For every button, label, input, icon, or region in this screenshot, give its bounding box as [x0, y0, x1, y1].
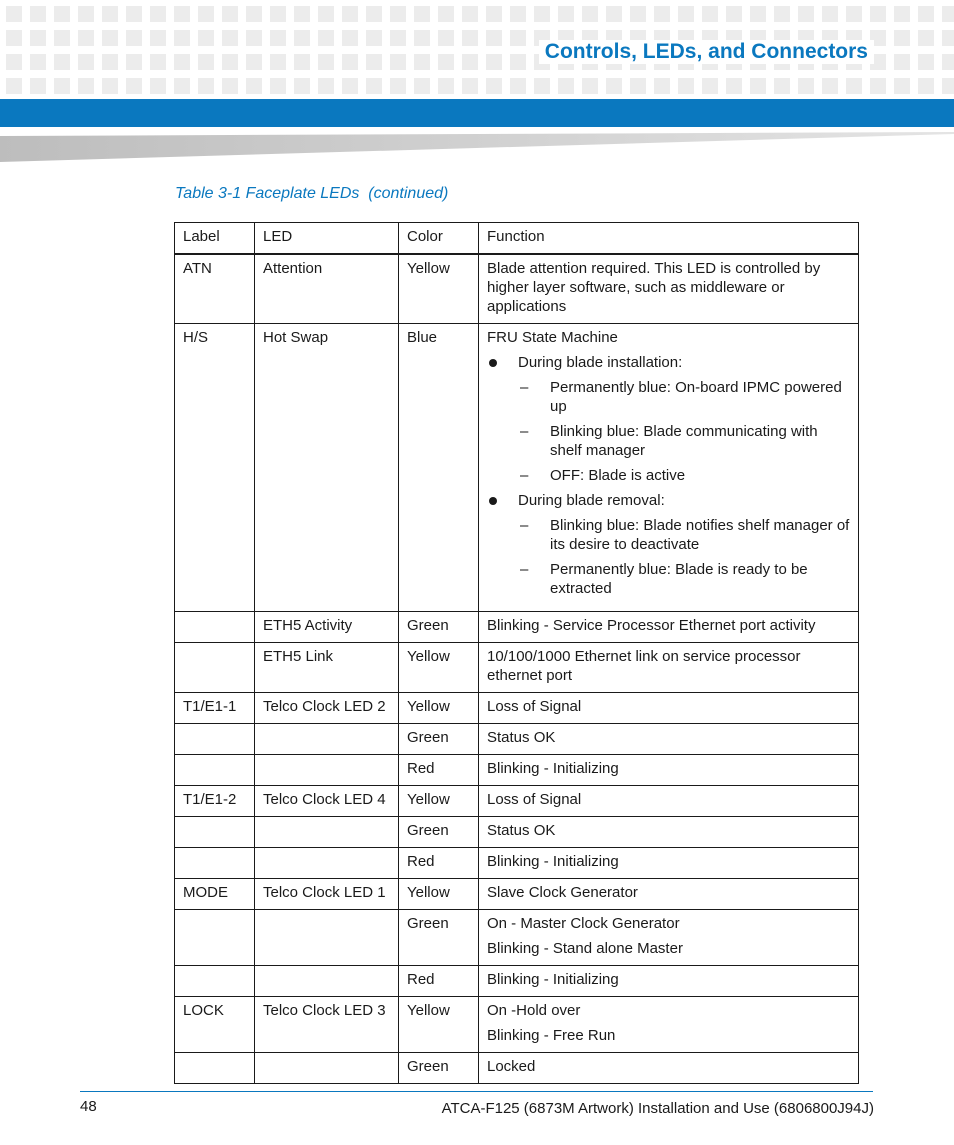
header-pattern-square: [654, 6, 670, 22]
cell-label: T1/E1-2: [175, 786, 255, 817]
header-pattern-square: [30, 6, 46, 22]
header-pattern-square: [294, 54, 310, 70]
bullet-icon: [489, 359, 497, 367]
header-pattern-square: [78, 54, 94, 70]
header-pattern-square: [894, 54, 910, 70]
header-pattern-square: [318, 6, 334, 22]
footer-divider: [80, 1091, 873, 1092]
function-line: Locked: [487, 1058, 536, 1075]
cell-function: [479, 643, 859, 693]
cell-color: Yellow: [399, 997, 479, 1053]
function-bullet: [487, 491, 850, 510]
bullet-text: During blade installation:: [518, 354, 683, 371]
cell-function: [479, 817, 859, 848]
table-row: [175, 848, 859, 879]
header-pattern-square: [54, 6, 70, 22]
header-pattern-square: [702, 6, 718, 22]
header-pattern-square: [726, 6, 742, 22]
cell-color: Red: [399, 755, 479, 786]
header-pattern-square: [630, 6, 646, 22]
header-pattern-square: [870, 6, 886, 22]
header-pattern-square: [318, 78, 334, 94]
header-pattern-square: [342, 78, 358, 94]
function-sub-item: [487, 466, 850, 485]
cell-led: Telco Clock LED 2: [255, 693, 399, 724]
cell-led: [255, 755, 399, 786]
header-pattern-square: [510, 30, 526, 46]
cell-function: [479, 612, 859, 643]
cell-color: Yellow: [399, 693, 479, 724]
cell-label: T1/E1-1: [175, 693, 255, 724]
header-function: Function: [479, 223, 859, 255]
header-pattern-square: [246, 6, 262, 22]
cell-color: Green: [399, 724, 479, 755]
header-pattern-square: [774, 6, 790, 22]
header-pattern-square: [174, 78, 190, 94]
table-row: [175, 254, 859, 324]
function-line: Blinking - Initializing: [487, 971, 619, 988]
function-line: 10/100/1000 Ethernet link on service processor ethernet port: [487, 648, 801, 684]
table-row: [175, 879, 859, 910]
dash-icon: –: [520, 517, 529, 534]
header-pattern-square: [198, 78, 214, 94]
header-pattern-square: [894, 6, 910, 22]
cell-function: [479, 693, 859, 724]
header-pattern-square: [78, 78, 94, 94]
caption-label: Table 3-1 Faceplate LEDs: [175, 185, 360, 202]
header-pattern-square: [318, 30, 334, 46]
table-row: [175, 693, 859, 724]
header-pattern-square: [54, 54, 70, 70]
function-line: Blinking - Initializing: [487, 853, 619, 870]
header-color: Color: [399, 223, 479, 255]
header-pattern-square: [798, 6, 814, 22]
table-header-row: [175, 223, 859, 255]
header-pattern-square: [342, 6, 358, 22]
function-line: Status OK: [487, 822, 556, 839]
header-pattern-square: [510, 6, 526, 22]
cell-led: ETH5 Link: [255, 643, 399, 693]
bullet-text: During blade removal:: [518, 492, 665, 509]
page-number: 48: [80, 1098, 97, 1115]
cell-label: [175, 848, 255, 879]
header-pattern-square: [318, 54, 334, 70]
header-pattern-square: [582, 6, 598, 22]
cell-label: [175, 817, 255, 848]
function-line: On - Master Clock Generator: [487, 915, 680, 932]
header-pattern-square: [414, 54, 430, 70]
cell-label: [175, 1053, 255, 1084]
document-title: ATCA-F125 (6873M Artwork) Installation and Use (6806800J94J): [441, 1100, 874, 1117]
function-line: Loss of Signal: [487, 791, 582, 808]
header-pattern-square: [510, 54, 526, 70]
function-line: Slave Clock Generator: [487, 884, 638, 901]
cell-color: Green: [399, 817, 479, 848]
function-sub-item: [487, 422, 850, 460]
cell-function: [479, 254, 859, 324]
cell-led: [255, 966, 399, 997]
function-line: Status OK: [487, 729, 556, 746]
header-pattern-square: [150, 54, 166, 70]
function-line: On -Hold over: [487, 1002, 581, 1019]
dash-icon: –: [520, 423, 529, 440]
header-pattern-square: [222, 6, 238, 22]
cell-label: [175, 966, 255, 997]
header-pattern-square: [174, 6, 190, 22]
header-pattern-square: [678, 78, 694, 94]
header-pattern-square: [78, 30, 94, 46]
dash-icon: –: [520, 467, 529, 484]
header-pattern-square: [918, 6, 934, 22]
header-pattern-square: [366, 30, 382, 46]
header-pattern-square: [462, 78, 478, 94]
cell-label: [175, 612, 255, 643]
cell-function: [479, 724, 859, 755]
header-pattern-square: [822, 6, 838, 22]
header-pattern-square: [750, 6, 766, 22]
table-row: [175, 817, 859, 848]
cell-function: [479, 324, 859, 612]
bullet-icon: [489, 497, 497, 505]
header-label: Label: [175, 223, 255, 255]
table-row: [175, 910, 859, 966]
header-pattern-square: [246, 54, 262, 70]
function-sub-item: [487, 516, 850, 554]
header-pattern-square: [942, 6, 954, 22]
header-pattern-square: [366, 54, 382, 70]
sub-item-text: OFF: Blade is active: [550, 467, 686, 484]
header-pattern-square: [390, 78, 406, 94]
header-pattern-square: [414, 6, 430, 22]
cell-led: Telco Clock LED 3: [255, 997, 399, 1053]
header-pattern-square: [414, 78, 430, 94]
cell-color: Blue: [399, 324, 479, 612]
header-pattern-square: [534, 6, 550, 22]
header-pattern-square: [678, 6, 694, 22]
table-row: [175, 755, 859, 786]
header-pattern-square: [270, 6, 286, 22]
function-bullet: [487, 353, 850, 372]
cell-function: [479, 966, 859, 997]
header-pattern-square: [486, 54, 502, 70]
header-pattern-square: [366, 78, 382, 94]
header-pattern-square: [246, 78, 262, 94]
header-pattern-square: [6, 78, 22, 94]
cell-label: [175, 643, 255, 693]
cell-led: ETH5 Activity: [255, 612, 399, 643]
header-pattern-square: [606, 6, 622, 22]
header-pattern-square: [654, 78, 670, 94]
header-pattern-square: [6, 6, 22, 22]
header-pattern-square: [174, 30, 190, 46]
header-pattern-square: [294, 78, 310, 94]
table-row: [175, 643, 859, 693]
header-pattern-square: [270, 78, 286, 94]
dash-icon: –: [520, 561, 529, 578]
cell-color: Red: [399, 966, 479, 997]
function-sub-item: [487, 560, 850, 598]
header-pattern-square: [918, 30, 934, 46]
table-row: [175, 612, 859, 643]
cell-led: Telco Clock LED 4: [255, 786, 399, 817]
header-pattern-square: [486, 30, 502, 46]
sub-item-text: Blinking blue: Blade notifies shelf manager of its desire to deactivate: [550, 517, 850, 553]
cell-color: Green: [399, 1053, 479, 1084]
cell-function: [479, 879, 859, 910]
header-pattern-square: [462, 30, 478, 46]
table-caption: [175, 185, 448, 203]
cell-led: [255, 817, 399, 848]
header-pattern-square: [198, 30, 214, 46]
header-pattern-square: [30, 30, 46, 46]
table-row: [175, 324, 859, 612]
header-pattern-square: [846, 6, 862, 22]
cell-function: [479, 1053, 859, 1084]
cell-function: [479, 997, 859, 1053]
header-pattern-square: [294, 6, 310, 22]
header-pattern-square: [438, 78, 454, 94]
header-pattern-square: [870, 78, 886, 94]
header-pattern-square: [102, 78, 118, 94]
header-pattern-square: [534, 78, 550, 94]
cell-label: H/S: [175, 324, 255, 612]
header-pattern-square: [630, 78, 646, 94]
function-line: Blinking - Initializing: [487, 760, 619, 777]
header-pattern-square: [486, 78, 502, 94]
dash-icon: –: [520, 379, 529, 396]
header-pattern-square: [6, 54, 22, 70]
header-pattern-square: [414, 30, 430, 46]
cell-color: Yellow: [399, 879, 479, 910]
header-pattern-square: [198, 54, 214, 70]
sub-item-text: Blinking blue: Blade communicating with shelf manager: [550, 423, 818, 459]
cell-led: Attention: [255, 254, 399, 324]
cell-led: Hot Swap: [255, 324, 399, 612]
header-pattern-square: [342, 54, 358, 70]
cell-label: MODE: [175, 879, 255, 910]
sub-item-text: Permanently blue: On-board IPMC powered up: [550, 379, 842, 415]
header-pattern-square: [438, 6, 454, 22]
header-pattern-square: [102, 6, 118, 22]
function-line: Loss of Signal: [487, 698, 582, 715]
header-pattern-square: [894, 30, 910, 46]
cell-label: ATN: [175, 254, 255, 324]
header-pattern-square: [222, 30, 238, 46]
header-pattern-square: [366, 6, 382, 22]
cell-function: [479, 910, 859, 966]
header-pattern-square: [54, 30, 70, 46]
header-pattern-square: [486, 6, 502, 22]
header-pattern-square: [270, 54, 286, 70]
header-pattern-square: [462, 54, 478, 70]
header-blue-bar: [0, 99, 954, 127]
header-pattern-square: [942, 78, 954, 94]
header-pattern-square: [246, 30, 262, 46]
faceplate-leds-table: [174, 222, 859, 1084]
header-pattern-square: [390, 6, 406, 22]
header-pattern-square: [750, 78, 766, 94]
header-pattern-square: [54, 78, 70, 94]
table-row: [175, 786, 859, 817]
header-pattern-square: [606, 78, 622, 94]
cell-label: [175, 755, 255, 786]
cell-color: Yellow: [399, 254, 479, 324]
header-pattern-square: [6, 30, 22, 46]
header-pattern-square: [126, 78, 142, 94]
header-pattern-square: [30, 54, 46, 70]
cell-color: Yellow: [399, 786, 479, 817]
table-row: [175, 1053, 859, 1084]
header-pattern-square: [942, 54, 954, 70]
cell-function: [479, 848, 859, 879]
cell-led: Telco Clock LED 1: [255, 879, 399, 910]
cell-color: Red: [399, 848, 479, 879]
function-line: Blinking - Service Processor Ethernet port activity: [487, 617, 816, 634]
header-pattern-square: [510, 78, 526, 94]
header-pattern-square: [822, 78, 838, 94]
header-pattern-square: [438, 30, 454, 46]
cell-led: [255, 910, 399, 966]
header-pattern-square: [582, 78, 598, 94]
header-pattern-square: [798, 78, 814, 94]
header-pattern-square: [726, 78, 742, 94]
header-pattern-square: [558, 78, 574, 94]
header-pattern-square: [438, 54, 454, 70]
header-pattern-square: [150, 6, 166, 22]
function-sub-item: [487, 378, 850, 416]
header-pattern-square: [894, 78, 910, 94]
table-row: [175, 966, 859, 997]
function-line: Blade attention required. This LED is controlled by higher layer software, such as middleware or applications: [487, 260, 821, 315]
cell-color: Yellow: [399, 643, 479, 693]
function-intro: FRU State Machine: [487, 329, 618, 346]
header-pattern-square: [918, 78, 934, 94]
header-pattern-square: [222, 78, 238, 94]
header-pattern-square: [150, 30, 166, 46]
header-pattern-square: [174, 54, 190, 70]
header-pattern-square: [270, 30, 286, 46]
header-pattern-square: [126, 54, 142, 70]
table-row: [175, 724, 859, 755]
cell-led: [255, 724, 399, 755]
header-pattern-square: [150, 78, 166, 94]
cell-label: [175, 910, 255, 966]
header-pattern-square: [222, 54, 238, 70]
caption-suffix: (continued): [368, 185, 449, 202]
header-pattern-square: [390, 54, 406, 70]
header-pattern-square: [102, 30, 118, 46]
header-pattern-square: [126, 6, 142, 22]
cell-led: [255, 1053, 399, 1084]
header-pattern-square: [102, 54, 118, 70]
header-pattern-square: [558, 6, 574, 22]
header-pattern-square: [78, 6, 94, 22]
cell-label: [175, 724, 255, 755]
header-pattern-square: [294, 30, 310, 46]
table-row: [175, 997, 859, 1053]
header-pattern-square: [390, 30, 406, 46]
header-pattern-square: [846, 78, 862, 94]
header-pattern-square: [198, 6, 214, 22]
header-pattern-square: [462, 6, 478, 22]
header-pattern-square: [774, 78, 790, 94]
header-pattern-square: [942, 30, 954, 46]
cell-color: Green: [399, 612, 479, 643]
header-pattern-square: [30, 78, 46, 94]
cell-function: [479, 755, 859, 786]
page-header-title: Controls, LEDs, and Connectors: [539, 40, 874, 64]
cell-function: [479, 786, 859, 817]
sub-item-text: Permanently blue: Blade is ready to be extracted: [550, 561, 808, 597]
function-line: Blinking - Stand alone Master: [487, 940, 683, 957]
function-line: Blinking - Free Run: [487, 1027, 616, 1044]
header-pattern-square: [342, 30, 358, 46]
header-pattern-square: [702, 78, 718, 94]
header-pattern-square: [918, 54, 934, 70]
header-gray-wedge: [0, 130, 954, 164]
header-pattern-square: [126, 30, 142, 46]
cell-led: [255, 848, 399, 879]
cell-label: LOCK: [175, 997, 255, 1053]
cell-color: Green: [399, 910, 479, 966]
header-led: LED: [255, 223, 399, 255]
